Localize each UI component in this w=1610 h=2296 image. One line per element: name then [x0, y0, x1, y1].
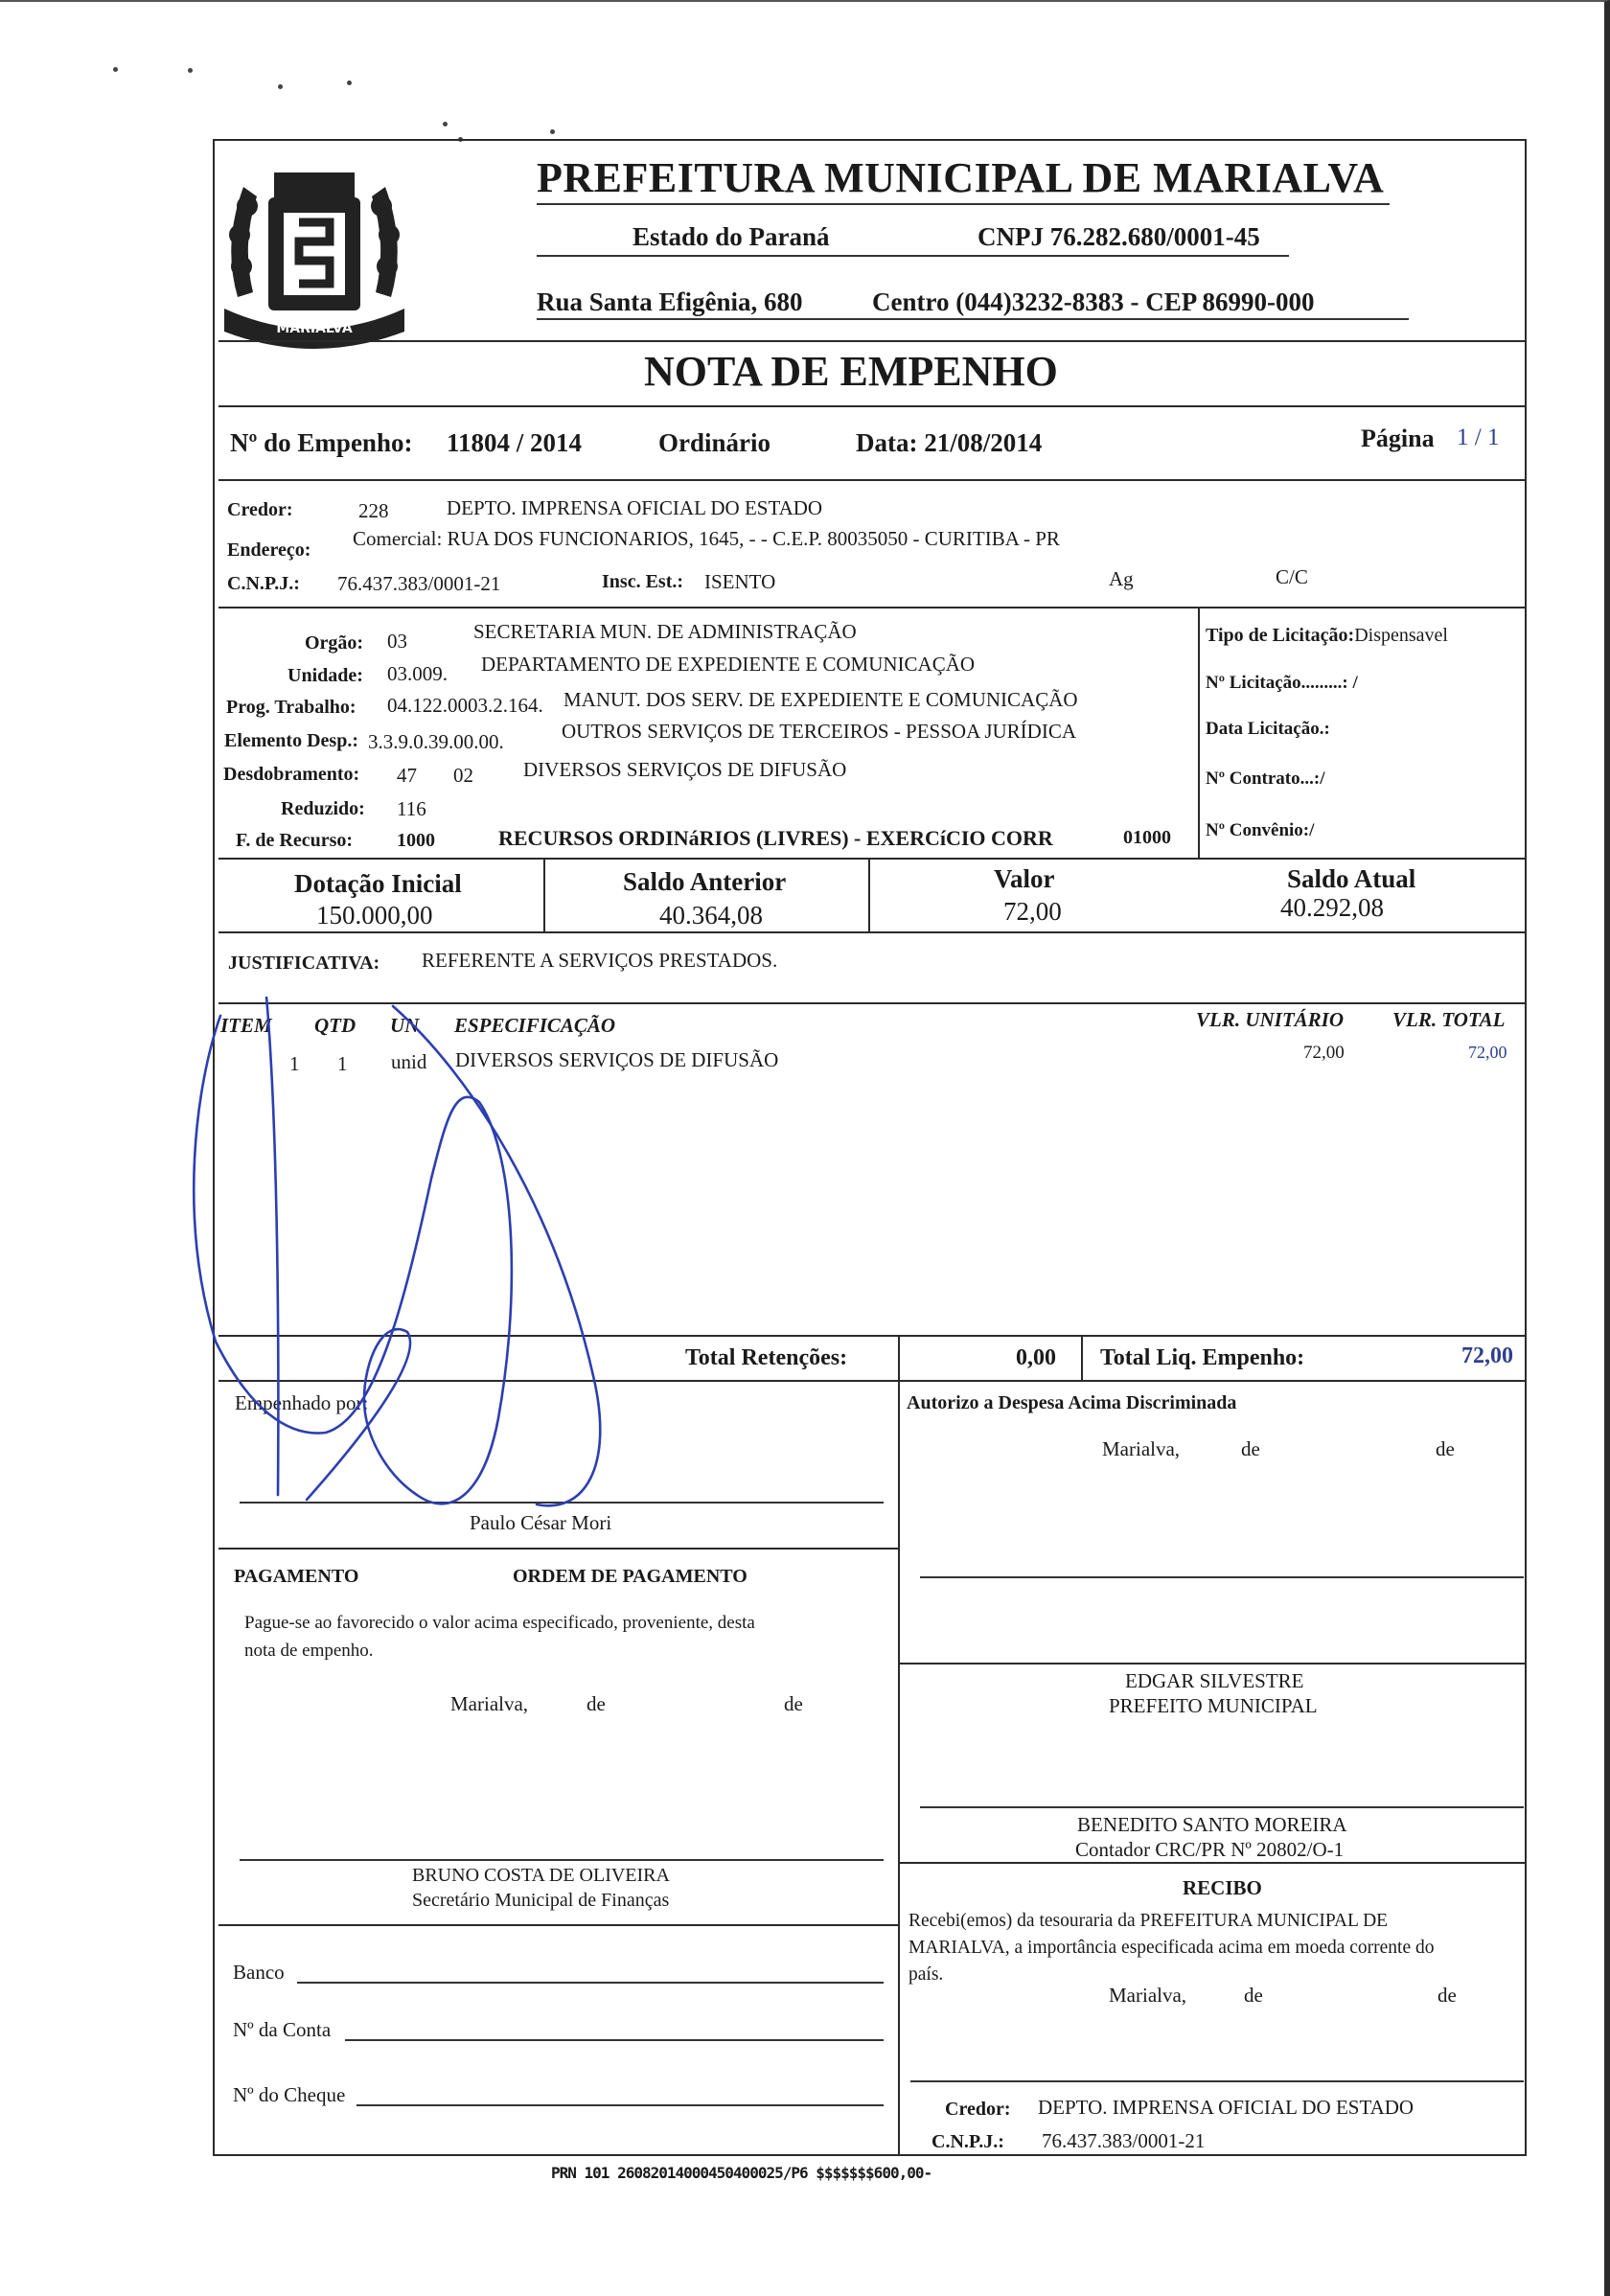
recibo-cnpj-label: C.N.P.J.:	[932, 2131, 1004, 2152]
liquido-label: Total Liq. Empenho:	[1100, 1345, 1305, 1370]
district-phone-cep: Centro (044)3232-8383 - CEP 86990-000	[872, 287, 1315, 316]
municipality-title: PREFEITURA MUNICIPAL DE MARIALVA	[537, 154, 1385, 201]
speck	[347, 80, 352, 85]
state-name: Estado do Paraná	[632, 222, 830, 251]
recurso-label: F. de Recurso:	[236, 830, 354, 851]
divider	[543, 858, 545, 932]
state-registration: ISENTO	[704, 570, 776, 593]
divider	[868, 858, 870, 932]
col-especificacao: ESPECIFICAÇÃO	[454, 1014, 616, 1037]
numero-contrato: Nº Contrato...:/	[1206, 769, 1325, 789]
conta-label: Nº da Conta	[233, 2018, 332, 2041]
page-label: Página	[1361, 425, 1435, 452]
empenhado-label: Empenhado por:	[235, 1391, 369, 1414]
unidade-code: 03.009.	[387, 662, 448, 685]
recibo-place: Marialva,	[1109, 1984, 1187, 2007]
banco-label: Banco	[233, 1961, 285, 1984]
handwritten-signature	[192, 997, 642, 1543]
numero-convenio: Nº Convênio:/	[1206, 820, 1315, 840]
recibo-de-1: de	[1244, 1984, 1263, 2007]
speck	[443, 122, 448, 126]
divider	[218, 340, 1527, 342]
tipo-licitacao-label: Tipo de Licitação:	[1206, 625, 1355, 646]
autorizo-label: Autorizo a Despesa Acima Discriminada	[907, 1392, 1237, 1413]
empenho-date: Data: 21/08/2014	[856, 428, 1043, 457]
secretario-role: Secretário Municipal de Finanças	[412, 1890, 670, 1911]
elemento-label: Elemento Desp.:	[224, 730, 358, 751]
credor-address: Comercial: RUA DOS FUNCIONARIOS, 1645, - - C.E.P. 80035050 - CURITIBA - PR	[353, 527, 1060, 550]
prog-code: 04.122.0003.2.164.	[387, 694, 543, 717]
credor-label: Credor:	[227, 499, 293, 520]
recibo-text-1: Recebi(emos) da tesouraria da PREFEITURA MUNICIPAL DE	[908, 1911, 1389, 1931]
agency-label: Ag	[1109, 567, 1134, 590]
desdobramento-code: 47	[397, 764, 417, 787]
contador-role: Contador CRC/PR Nº 20802/O-1	[1075, 1838, 1345, 1861]
divider	[898, 1380, 900, 2156]
col-vlr-unitario: VLR. UNITÁRIO	[1196, 1008, 1345, 1031]
empenho-type: Ordinário	[658, 428, 771, 457]
address-label: Endereço:	[227, 540, 311, 561]
crest-banner-text: MARIALVA	[276, 321, 353, 336]
state-registration-label: Insc. Est.:	[602, 571, 684, 592]
autorizo-de-1: de	[1241, 1437, 1260, 1460]
tipo-licitacao-value: Dispensavel	[1354, 625, 1448, 646]
divider	[898, 1335, 900, 1381]
recurso-code-2: 01000	[1123, 827, 1171, 848]
street-address: Rua Santa Efigênia, 680	[537, 287, 803, 316]
divider	[218, 1924, 899, 1926]
pagamento-de-1: de	[586, 1692, 606, 1715]
saldo-atual-value: 40.292,08	[1280, 893, 1384, 922]
orgao-label: Orgão:	[305, 632, 364, 654]
recibo-de-2: de	[1438, 1984, 1457, 2007]
prog-name: MANUT. DOS SERV. DE EXPEDIENTE E COMUNICAÇÃO	[564, 688, 1078, 711]
municipality-cnpj: CNPJ 76.282.680/0001-45	[978, 222, 1260, 251]
speck	[278, 84, 283, 89]
justificativa-text: REFERENTE A SERVIÇOS PRESTADOS.	[422, 949, 778, 972]
recibo-title: RECIBO	[1183, 1876, 1262, 1899]
dotacao-value: 150.000,00	[316, 901, 433, 930]
signature-line	[240, 1859, 884, 1861]
pagamento-label: PAGAMENTO	[234, 1566, 359, 1587]
credor-cnpj-label: C.N.P.J.:	[227, 573, 300, 594]
recurso-code: 1000	[397, 830, 435, 851]
elemento-name: OUTROS SERVIÇOS DE TERCEIROS - PESSOA JURÍDICA	[562, 720, 1077, 743]
autorizo-de-2: de	[1436, 1437, 1455, 1460]
divider	[898, 1862, 1527, 1864]
signature-line	[920, 1576, 1524, 1578]
desdobramento-label: Desdobramento:	[223, 764, 360, 785]
item-description: DIVERSOS SERVIÇOS DE DIFUSÃO	[455, 1048, 779, 1071]
item-unit: unid	[391, 1050, 427, 1073]
empenho-number-label: Nº do Empenho:	[230, 428, 413, 457]
ordem-pagamento-label: ORDEM DE PAGAMENTO	[513, 1566, 748, 1587]
valor-value: 72,00	[1003, 897, 1062, 926]
item-unit-price: 72,00	[1303, 1043, 1345, 1063]
divider	[218, 405, 1527, 407]
recibo-text-2: MARIALVA, a importância especificada acima em moeda corrente do	[908, 1938, 1435, 1958]
unidade-label: Unidade:	[288, 665, 363, 686]
cheque-label: Nº do Cheque	[233, 2083, 346, 2106]
item-quantity: 1	[337, 1052, 348, 1075]
page-number: 1 / 1	[1457, 425, 1500, 450]
col-item: ITEM	[220, 1014, 272, 1037]
divider	[218, 931, 1527, 933]
divider	[1081, 1335, 1083, 1381]
pagamento-place: Marialva,	[450, 1692, 529, 1715]
credor-name: DEPTO. IMPRENSA OFICIAL DO ESTADO	[447, 496, 823, 519]
recibo-cnpj: 76.437.383/0001-21	[1042, 2129, 1206, 2152]
retencoes-value: 0,00	[1016, 1345, 1056, 1370]
liquido-value: 72,00	[1461, 1343, 1513, 1368]
speck	[113, 67, 118, 72]
divider	[218, 607, 1527, 608]
col-vlr-total: VLR. TOTAL	[1392, 1008, 1506, 1031]
speck	[550, 129, 555, 134]
pagamento-text-2: nota de empenho.	[244, 1641, 374, 1661]
credor-code: 228	[358, 499, 389, 522]
valor-label: Valor	[994, 864, 1055, 893]
recurso-name: RECURSOS ORDINáRIOS (LIVRES) - EXERCíCIO CORR	[498, 826, 1053, 850]
pagamento-de-2: de	[784, 1692, 803, 1715]
banco-field[interactable]	[297, 1982, 884, 1984]
orgao-code: 03	[387, 630, 407, 653]
retencoes-label: Total Retenções:	[685, 1345, 848, 1370]
col-qtd: QTD	[314, 1014, 356, 1037]
conta-field[interactable]	[345, 2039, 884, 2041]
divider	[218, 479, 1527, 481]
reduzido-label: Reduzido:	[281, 798, 365, 819]
signature-line	[920, 1806, 1524, 1808]
autorizo-place: Marialva,	[1102, 1437, 1181, 1460]
tipo-licitacao	[1206, 625, 1448, 647]
contador-name: BENEDITO SANTO MOREIRA	[1077, 1813, 1347, 1836]
unidade-name: DEPARTAMENTO DE EXPEDIENTE E COMUNICAÇÃO	[481, 653, 976, 676]
divider	[898, 1663, 1527, 1665]
signature-line	[910, 2080, 1524, 2082]
saldo-anterior-label: Saldo Anterior	[623, 867, 787, 896]
municipal-crest-logo	[218, 153, 410, 359]
account-label: C/C	[1276, 565, 1308, 588]
prefeito-name: EDGAR SILVESTRE	[1125, 1669, 1304, 1692]
saldo-atual-label: Saldo Atual	[1287, 864, 1416, 893]
document-title: NOTA DE EMPENHO	[644, 348, 1058, 395]
pagamento-text-1: Pague-se ao favorecido o valor acima especificado, proveniente, desta	[244, 1613, 755, 1633]
desdobramento-name: DIVERSOS SERVIÇOS DE DIFUSÃO	[523, 758, 847, 781]
col-un: UN	[390, 1014, 420, 1037]
credor-cnpj: 76.437.383/0001-21	[337, 572, 501, 595]
cheque-field[interactable]	[356, 2104, 884, 2106]
recibo-credor-label: Credor:	[945, 2099, 1011, 2120]
empenho-number: 11804 / 2014	[447, 428, 583, 457]
numero-licitacao: Nº Licitação.........: /	[1206, 673, 1358, 693]
data-licitacao: Data Licitação.:	[1206, 719, 1330, 739]
dotacao-label: Dotação Inicial	[294, 869, 462, 898]
orgao-name: SECRETARIA MUN. DE ADMINISTRAÇÃO	[473, 620, 857, 643]
saldo-anterior-value: 40.364,08	[659, 901, 763, 930]
speck	[188, 68, 193, 73]
secretario-name: BRUNO COSTA DE OLIVEIRA	[412, 1865, 670, 1886]
elemento-code: 3.3.9.0.39.00.00.	[368, 730, 504, 753]
justificativa-label: JUSTIFICATIVA:	[228, 953, 380, 974]
address-underline	[537, 318, 1409, 320]
recibo-text-3: país.	[908, 1964, 944, 1985]
empenhado-name: Paulo César Mori	[470, 1511, 612, 1534]
desdobramento-subcode: 02	[453, 764, 473, 787]
reduzido-value: 116	[397, 797, 426, 820]
divider	[1198, 607, 1200, 858]
prefeito-role: PREFEITO MUNICIPAL	[1109, 1694, 1318, 1717]
recibo-credor-name: DEPTO. IMPRENSA OFICIAL DO ESTADO	[1038, 2096, 1414, 2119]
title-underline	[537, 203, 1390, 205]
prog-label: Prog. Trabalho:	[226, 697, 356, 718]
divider	[218, 1548, 899, 1550]
item-total-price: 72,00	[1468, 1043, 1507, 1062]
footer-code: PRN 101 26082014000450400025/P6 $$$$$$$600,00-	[551, 2164, 932, 2182]
divider	[218, 858, 1527, 860]
header-underline	[537, 255, 1289, 257]
item-number: 1	[289, 1052, 300, 1075]
